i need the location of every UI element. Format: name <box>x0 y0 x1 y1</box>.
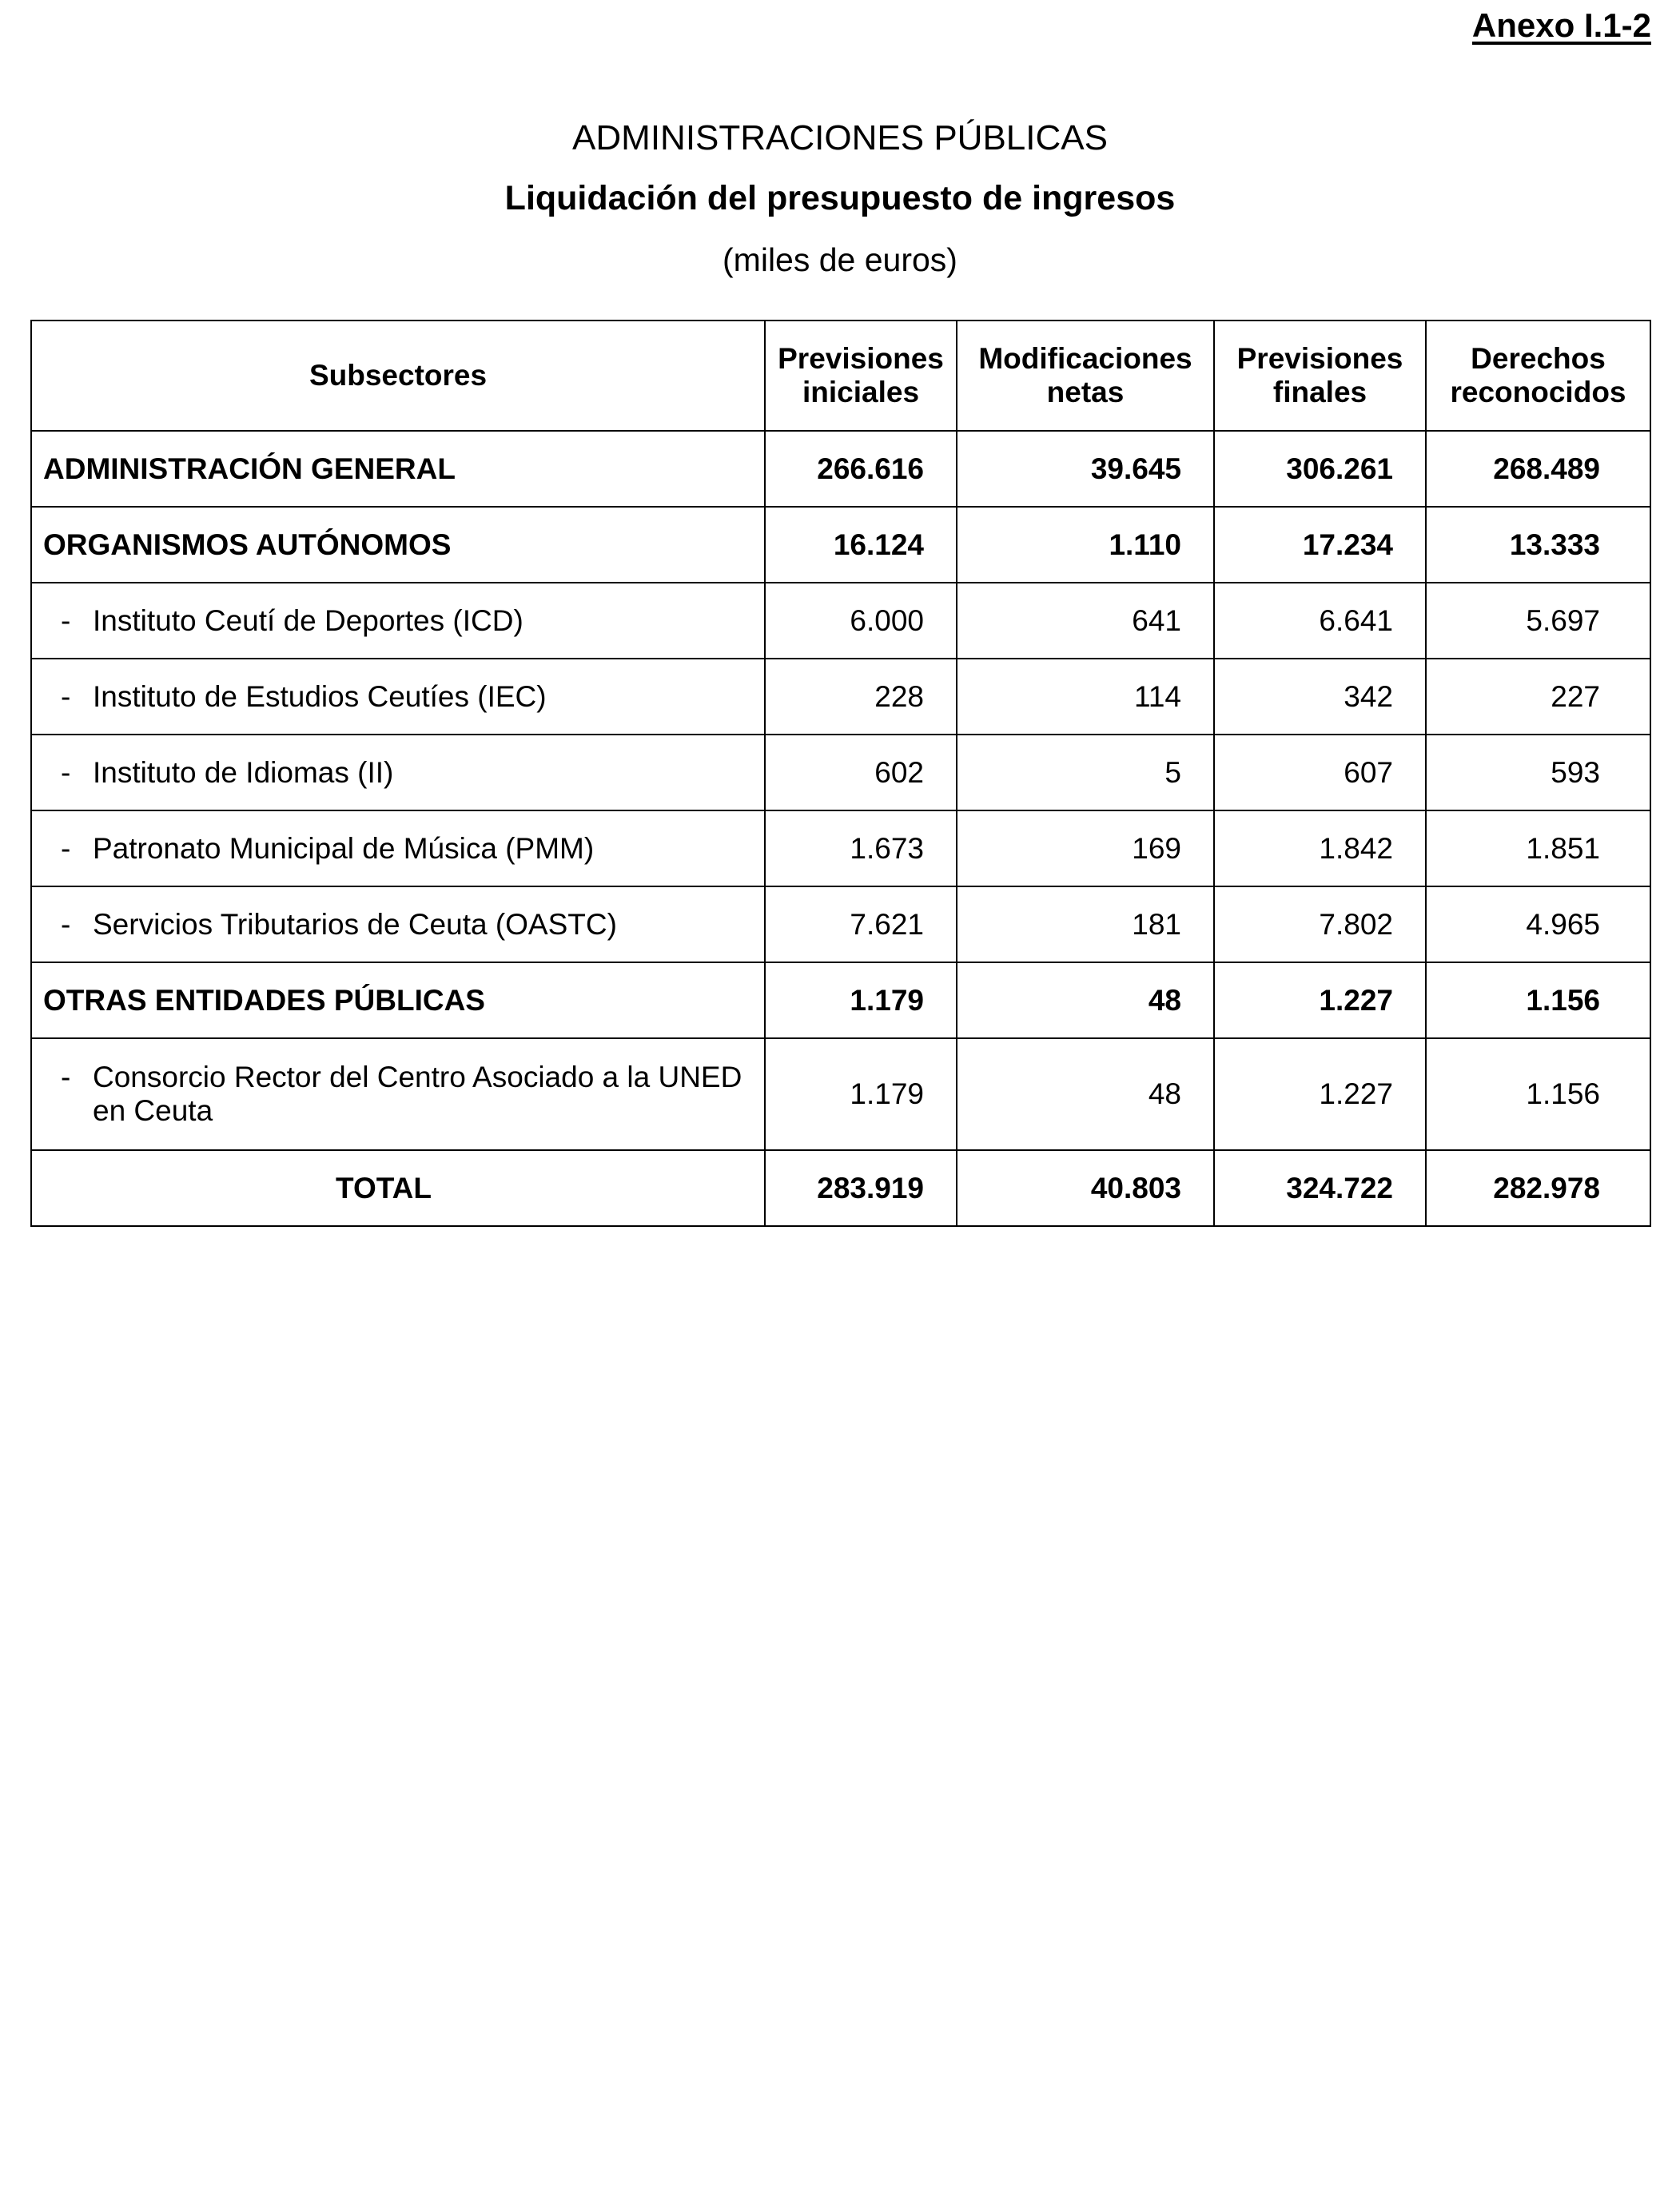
header-line: Derechos <box>1471 342 1606 375</box>
cell-modificaciones-netas: 1.110 <box>957 507 1214 583</box>
table-header-row <box>31 321 1650 431</box>
cell-modificaciones-netas: 48 <box>957 1038 1214 1150</box>
cell-derechos-reconocidos: 4.965 <box>1426 886 1650 962</box>
table-row <box>31 1038 1650 1150</box>
row-label: ORGANISMOS AUTÓNOMOS <box>31 507 765 583</box>
cell-previsiones-iniciales: 6.000 <box>765 583 957 659</box>
cell-previsiones-finales: 1.227 <box>1214 962 1426 1038</box>
row-label: OTRAS ENTIDADES PÚBLICAS <box>31 962 765 1038</box>
row-label-line: Consorcio Rector del Centro Asociado a la UNED <box>93 1061 742 1093</box>
row-label-cell <box>31 735 765 810</box>
header-modificaciones-netas <box>957 321 1214 431</box>
row-label-cell <box>31 810 765 886</box>
header-derechos-reconocidos <box>1426 321 1650 431</box>
cell-derechos-reconocidos: 282.978 <box>1426 1150 1650 1226</box>
cell-previsiones-finales: 324.722 <box>1214 1150 1426 1226</box>
table-row <box>31 659 1650 735</box>
cell-previsiones-finales: 342 <box>1214 659 1426 735</box>
table-row <box>31 583 1650 659</box>
table-row <box>31 735 1650 810</box>
cell-derechos-reconocidos: 1.156 <box>1426 962 1650 1038</box>
cell-modificaciones-netas: 641 <box>957 583 1214 659</box>
header-line: iniciales <box>802 376 920 408</box>
table-row-total <box>31 1150 1650 1226</box>
header-line: netas <box>1046 376 1125 408</box>
cell-previsiones-finales: 17.234 <box>1214 507 1426 583</box>
row-label: Instituto de Idiomas (II) <box>93 755 394 789</box>
document-title: ADMINISTRACIONES PÚBLICAS <box>572 118 1108 157</box>
bullet-dash: - <box>61 755 71 789</box>
cell-derechos-reconocidos: 227 <box>1426 659 1650 735</box>
bullet-dash: - <box>61 907 71 941</box>
table-row <box>31 886 1650 962</box>
cell-previsiones-finales: 306.261 <box>1214 431 1426 507</box>
row-label: Instituto Ceutí de Deportes (ICD) <box>93 603 524 637</box>
cell-previsiones-iniciales: 1.179 <box>765 962 957 1038</box>
cell-previsiones-iniciales: 602 <box>765 735 957 810</box>
row-label-cell <box>31 1038 765 1150</box>
cell-modificaciones-netas: 39.645 <box>957 431 1214 507</box>
header-line: Modificaciones <box>978 342 1192 375</box>
table-row <box>31 507 1650 583</box>
row-label-cell <box>31 583 765 659</box>
bullet-dash: - <box>61 679 71 713</box>
bullet-dash: - <box>61 1061 71 1093</box>
cell-modificaciones-netas: 114 <box>957 659 1214 735</box>
header-line: Previsiones <box>778 342 944 375</box>
cell-derechos-reconocidos: 13.333 <box>1426 507 1650 583</box>
row-label <box>93 1061 742 1128</box>
header-previsiones-iniciales <box>765 321 957 431</box>
cell-modificaciones-netas: 181 <box>957 886 1214 962</box>
cell-previsiones-iniciales: 1.673 <box>765 810 957 886</box>
cell-modificaciones-netas: 40.803 <box>957 1150 1214 1226</box>
cell-derechos-reconocidos: 1.851 <box>1426 810 1650 886</box>
cell-derechos-reconocidos: 1.156 <box>1426 1038 1650 1150</box>
cell-previsiones-iniciales: 283.919 <box>765 1150 957 1226</box>
row-label: Instituto de Estudios Ceutíes (IEC) <box>93 679 547 713</box>
row-label-cell <box>31 886 765 962</box>
row-label: ADMINISTRACIÓN GENERAL <box>31 431 765 507</box>
row-label: Servicios Tributarios de Ceuta (OASTC) <box>93 907 617 941</box>
cell-previsiones-iniciales: 266.616 <box>765 431 957 507</box>
row-label-line: en Ceuta <box>93 1094 213 1127</box>
header-previsiones-finales <box>1214 321 1426 431</box>
cell-previsiones-iniciales: 16.124 <box>765 507 957 583</box>
bullet-dash: - <box>61 603 71 637</box>
cell-previsiones-finales: 1.842 <box>1214 810 1426 886</box>
row-label: Patronato Municipal de Música (PMM) <box>93 831 595 865</box>
cell-previsiones-iniciales: 228 <box>765 659 957 735</box>
cell-derechos-reconocidos: 268.489 <box>1426 431 1650 507</box>
row-label: TOTAL <box>31 1150 765 1226</box>
header-line: finales <box>1272 376 1367 408</box>
table-row <box>31 810 1650 886</box>
cell-derechos-reconocidos: 5.697 <box>1426 583 1650 659</box>
table-row <box>31 962 1650 1038</box>
cell-previsiones-finales: 1.227 <box>1214 1038 1426 1150</box>
table-row <box>31 431 1650 507</box>
cell-previsiones-iniciales: 1.179 <box>765 1038 957 1150</box>
document-subtitle: Liquidación del presupuesto de ingresos <box>504 179 1176 217</box>
bullet-dash: - <box>61 831 71 865</box>
header-subsectores: Subsectores <box>31 321 765 431</box>
units-note: (miles de euros) <box>723 241 957 278</box>
row-label-cell <box>31 659 765 735</box>
cell-previsiones-iniciales: 7.621 <box>765 886 957 962</box>
annex-label: Anexo I.1-2 <box>1471 6 1651 44</box>
cell-previsiones-finales: 607 <box>1214 735 1426 810</box>
cell-modificaciones-netas: 48 <box>957 962 1214 1038</box>
header-line: reconocidos <box>1450 376 1626 408</box>
cell-modificaciones-netas: 169 <box>957 810 1214 886</box>
budget-table <box>30 320 1651 1227</box>
cell-previsiones-finales: 6.641 <box>1214 583 1426 659</box>
cell-previsiones-finales: 7.802 <box>1214 886 1426 962</box>
cell-modificaciones-netas: 5 <box>957 735 1214 810</box>
cell-derechos-reconocidos: 593 <box>1426 735 1650 810</box>
header-line: Previsiones <box>1236 342 1403 375</box>
